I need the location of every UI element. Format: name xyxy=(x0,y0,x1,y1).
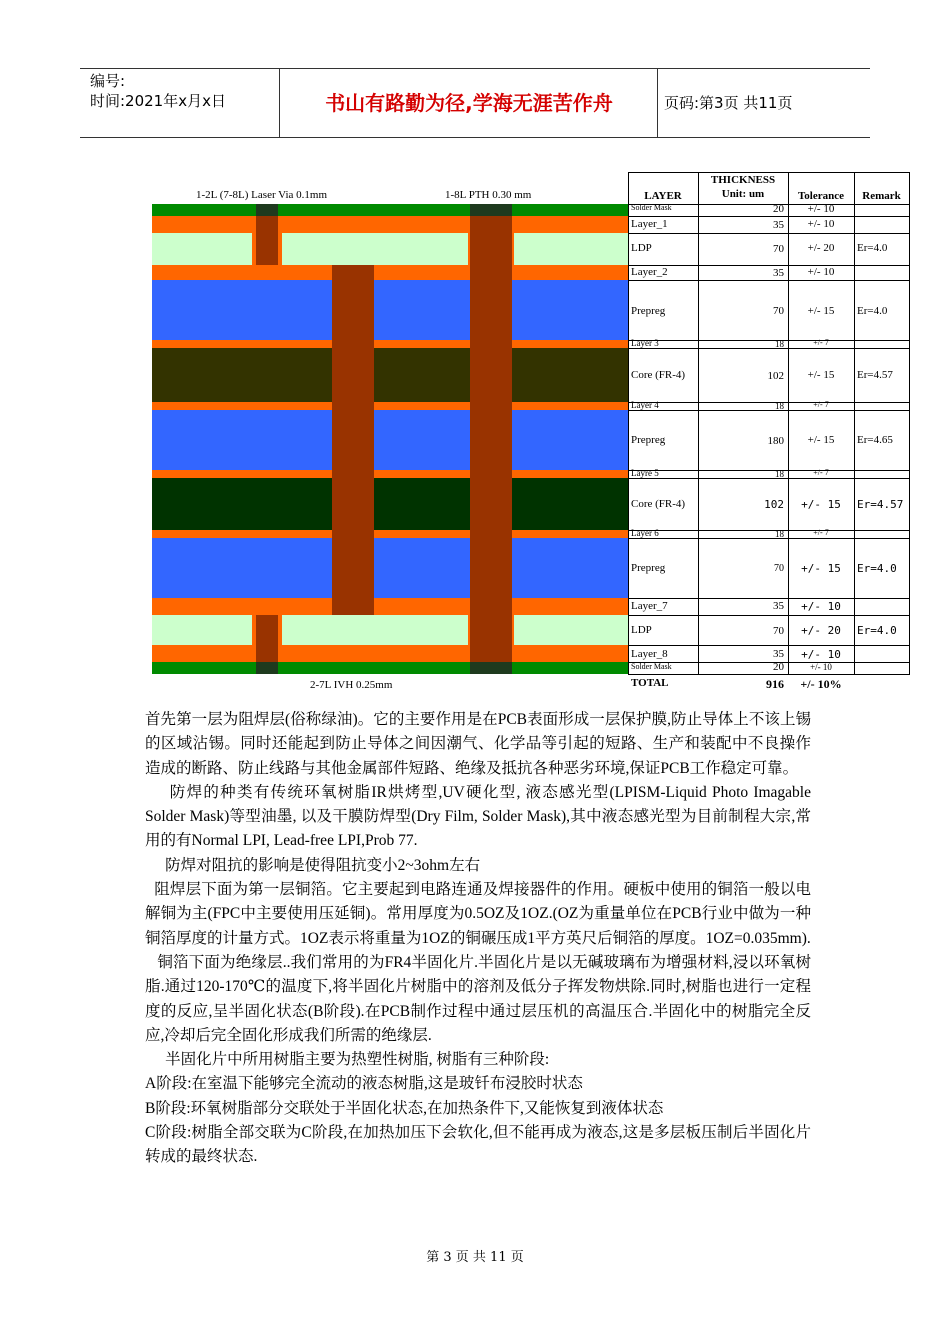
ldp-bottom-c xyxy=(514,615,628,645)
layer-copper-6 xyxy=(152,530,628,538)
number-label: 编号: xyxy=(90,72,126,90)
table-cell: Er=4.0 xyxy=(857,562,897,575)
table-cell: +/- 15 xyxy=(807,369,835,381)
table-cell: LDP xyxy=(631,624,652,636)
table-cell: Layer 6 xyxy=(631,528,659,538)
pcb-stackup-diagram xyxy=(150,172,910,692)
layer-copper-4 xyxy=(152,402,628,410)
ldp-bottom-b xyxy=(282,615,468,645)
laser-via-label: 1-2L (7-8L) Laser Via 0.1mm xyxy=(196,189,327,201)
table-cell: 35 xyxy=(773,648,784,660)
table-cell: +/- 7 xyxy=(813,528,829,537)
paragraph: C阶段:树脂全部交联为C阶段,在加热加压下会软化,但不能再成为液态,这是多层板压制后半固化片转成的最终状态. xyxy=(145,1124,811,1166)
layer-copper-8 xyxy=(152,645,628,662)
table-cell: 102 xyxy=(764,498,784,511)
table-cell: 35 xyxy=(773,600,784,612)
body-text xyxy=(145,708,811,1170)
col-header-tolerance: Tolerance xyxy=(797,190,845,202)
paragraph: B阶段:环氧树脂部分交联处于半固化状态,在加热条件下,又能恢复到液体状态 xyxy=(145,1099,664,1117)
table-cell: +/- 7 xyxy=(813,400,829,409)
table-cell: +/- 15 xyxy=(807,305,835,317)
table-cell: 20 xyxy=(773,203,784,215)
table-cell: 18 xyxy=(775,339,784,349)
ldp-bottom-a xyxy=(152,615,252,645)
table-cell: Core (FR-4) xyxy=(631,369,686,381)
date-label: 时间:2021年x月x日 xyxy=(90,92,226,110)
table-cell: +/- 7 xyxy=(813,468,829,477)
table-cell: Layer_2 xyxy=(631,266,668,278)
table-cell: +/- 20 xyxy=(807,242,835,254)
laser-via-top-cap xyxy=(256,204,278,216)
pth-bottom-cap xyxy=(470,662,512,674)
header-page-label: 页码:第3页 共11页 xyxy=(664,94,793,112)
table-cell: Layer_7 xyxy=(631,600,668,612)
table-cell: +/- 10 xyxy=(801,600,841,613)
table-cell: Layer_1 xyxy=(631,218,668,230)
paragraph: 半固化片中所用树脂主要为热塑性树脂, 树脂有三种阶段: xyxy=(165,1051,550,1069)
table-cell: +/- 10 xyxy=(801,648,841,661)
ldp-top-c xyxy=(514,233,628,265)
table-cell: Er=4.57 xyxy=(857,498,904,511)
table-cell: Prepreg xyxy=(631,305,666,317)
table-cell: 35 xyxy=(773,267,784,279)
pth-top-cap xyxy=(470,204,512,216)
paragraph: 防焊对阻抗的影响是使得阻抗变小2~3ohm左右 xyxy=(165,856,481,874)
table-cell: 18 xyxy=(775,529,784,539)
table-cell: Prepreg xyxy=(631,434,666,446)
col-header-remark: Remark xyxy=(862,190,901,202)
ldp-top-b xyxy=(282,233,468,265)
layer-prepreg-2 xyxy=(152,410,628,470)
table-cell: 70 xyxy=(773,625,784,637)
total-label: TOTAL xyxy=(631,677,669,689)
laser-via-top xyxy=(256,216,278,265)
table-cell: Layer_8 xyxy=(631,648,668,660)
table-cell: 20 xyxy=(773,661,784,673)
header-meta xyxy=(80,69,280,137)
paragraph: 首先第一层为阻焊层(俗称绿油)。它的主要作用是在PCB表面形成一层保护膜,防止导体上不该上锡的区域沾锡。同时还能起到防止导体之间因潮气、化学品等引起的短路、生产和装配中不良操作造成的断路、防止线路与其他金属部件短路、绝缘及抵抗各种恶劣环境,保证PCB工作稳定可靠。 xyxy=(145,711,811,777)
table-cell: +/- 15 xyxy=(807,434,835,446)
table-cell: Solder Mask xyxy=(631,662,672,671)
table-cell: 18 xyxy=(775,401,784,411)
ivh-buried-via xyxy=(332,265,374,615)
layer-core-2 xyxy=(152,478,628,530)
layer-copper-2 xyxy=(152,265,628,280)
layer-core-1 xyxy=(152,348,628,402)
table-cell: LDP xyxy=(631,242,652,254)
table-cell: 70 xyxy=(773,305,784,317)
pth-label: 1-8L PTH 0.30 mm xyxy=(445,189,532,201)
col-header-thickness: THICKNESS xyxy=(710,174,776,186)
table-cell: +/- 10 xyxy=(807,218,835,230)
table-cell: +/- 20 xyxy=(801,624,841,637)
paragraph: 防焊的种类有传统环氧树脂IR烘烤型,UV硬化型, 液态感光型(LPISM-Liquid Photo Imagable Solder Mask)等型油墨, 以及干膜防焊型(Dry Film, Solder Mask),其中液态感光型为目前制程大宗,常用的有Normal LPI, Lead-free LPI,Prob 77. xyxy=(145,783,811,850)
ivh-label: 2-7L IVH 0.25mm xyxy=(310,679,393,691)
table-cell: +/- 10 xyxy=(810,662,832,672)
laser-via-bottom-cap xyxy=(256,662,278,674)
laser-via-bottom xyxy=(256,615,278,662)
layer-copper-5 xyxy=(152,470,628,478)
table-cell: Er=4.57 xyxy=(857,369,893,381)
layer-copper-3 xyxy=(152,340,628,348)
layer-solder-mask-top xyxy=(152,204,628,216)
table-cell: Core (FR-4) xyxy=(631,498,686,510)
table-cell: +/- 15 xyxy=(801,498,841,511)
header-motto: 书山有路勤为径,学海无涯苦作舟 xyxy=(281,69,658,137)
table-cell: 180 xyxy=(767,435,784,447)
stackup-table xyxy=(628,172,910,691)
layer-prepreg-1 xyxy=(152,280,628,340)
table-cell: 35 xyxy=(773,219,784,231)
pth-through-hole xyxy=(470,216,512,662)
table-cell: Layer 4 xyxy=(631,400,659,410)
total-tolerance: +/- 10% xyxy=(800,677,842,691)
table-cell: Er=4.65 xyxy=(857,434,893,446)
table-cell: Er=4.0 xyxy=(857,624,897,637)
paragraph: 阻焊层下面为第一层铜箔。它主要起到电路连通及焊接器件的作用。硬板中使用的铜箔一般以电解铜为主(FPC中主要使用压延铜)。常用厚度为0.5OZ及1OZ.(OZ为重量单位在PCB行业中做为一种铜箔厚度的计量方式。1OZ表示将重量为1OZ的铜碾压成1平方英尺后铜箔的厚度。1OZ=0.035mm). xyxy=(145,881,811,947)
col-header-thickness-unit: Unit: um xyxy=(721,188,765,200)
total-value: 916 xyxy=(766,677,784,691)
table-cell: +/- 15 xyxy=(801,562,841,575)
col-header-layer: LAYER xyxy=(644,190,682,202)
table-cell: Layre 5 xyxy=(631,468,659,478)
table-cell: +/- 10 xyxy=(807,266,835,278)
table-cell: Solder Mask xyxy=(631,203,672,212)
table-cell: +/- 7 xyxy=(813,338,829,347)
paragraph: A阶段:在室温下能够完全流动的液态树脂,这是玻钎布浸胶时状态 xyxy=(145,1075,583,1093)
page-footer: 第 3 页 共 11 页 xyxy=(426,1250,524,1265)
table-cell: 18 xyxy=(775,469,784,479)
layer-copper-1 xyxy=(152,216,628,233)
layer-solder-mask-bottom xyxy=(152,662,628,674)
table-cell: Layer 3 xyxy=(631,338,659,348)
table-cell: Prepreg xyxy=(631,562,666,574)
table-cell: 102 xyxy=(767,370,784,382)
page-header xyxy=(80,68,870,138)
table-cell: 70 xyxy=(773,243,784,255)
paragraph: 铜箔下面为绝缘层..我们常用的为FR4半固化片.半固化片是以无碱玻璃布为增强材料,浸以环氧树脂.通过120-170℃的温度下,将半固化片树脂中的溶剂及低分子挥发物烘除.同时,树脂也进行一定程度的反应,呈半固化状态(B阶段).在PCB制作过程中通过层压机的高温压合.半固化中的树脂完全反应,冷却后完全固化形成我们所需的绝缘层. xyxy=(145,953,811,1044)
table-cell: +/- 10 xyxy=(807,203,835,215)
layer-copper-7 xyxy=(152,598,628,615)
ldp-top-a xyxy=(152,233,252,265)
layer-prepreg-3 xyxy=(152,538,628,598)
table-cell: Er=4.0 xyxy=(857,305,888,317)
table-cell: 70 xyxy=(774,563,784,574)
table-cell: Er=4.0 xyxy=(857,242,888,254)
